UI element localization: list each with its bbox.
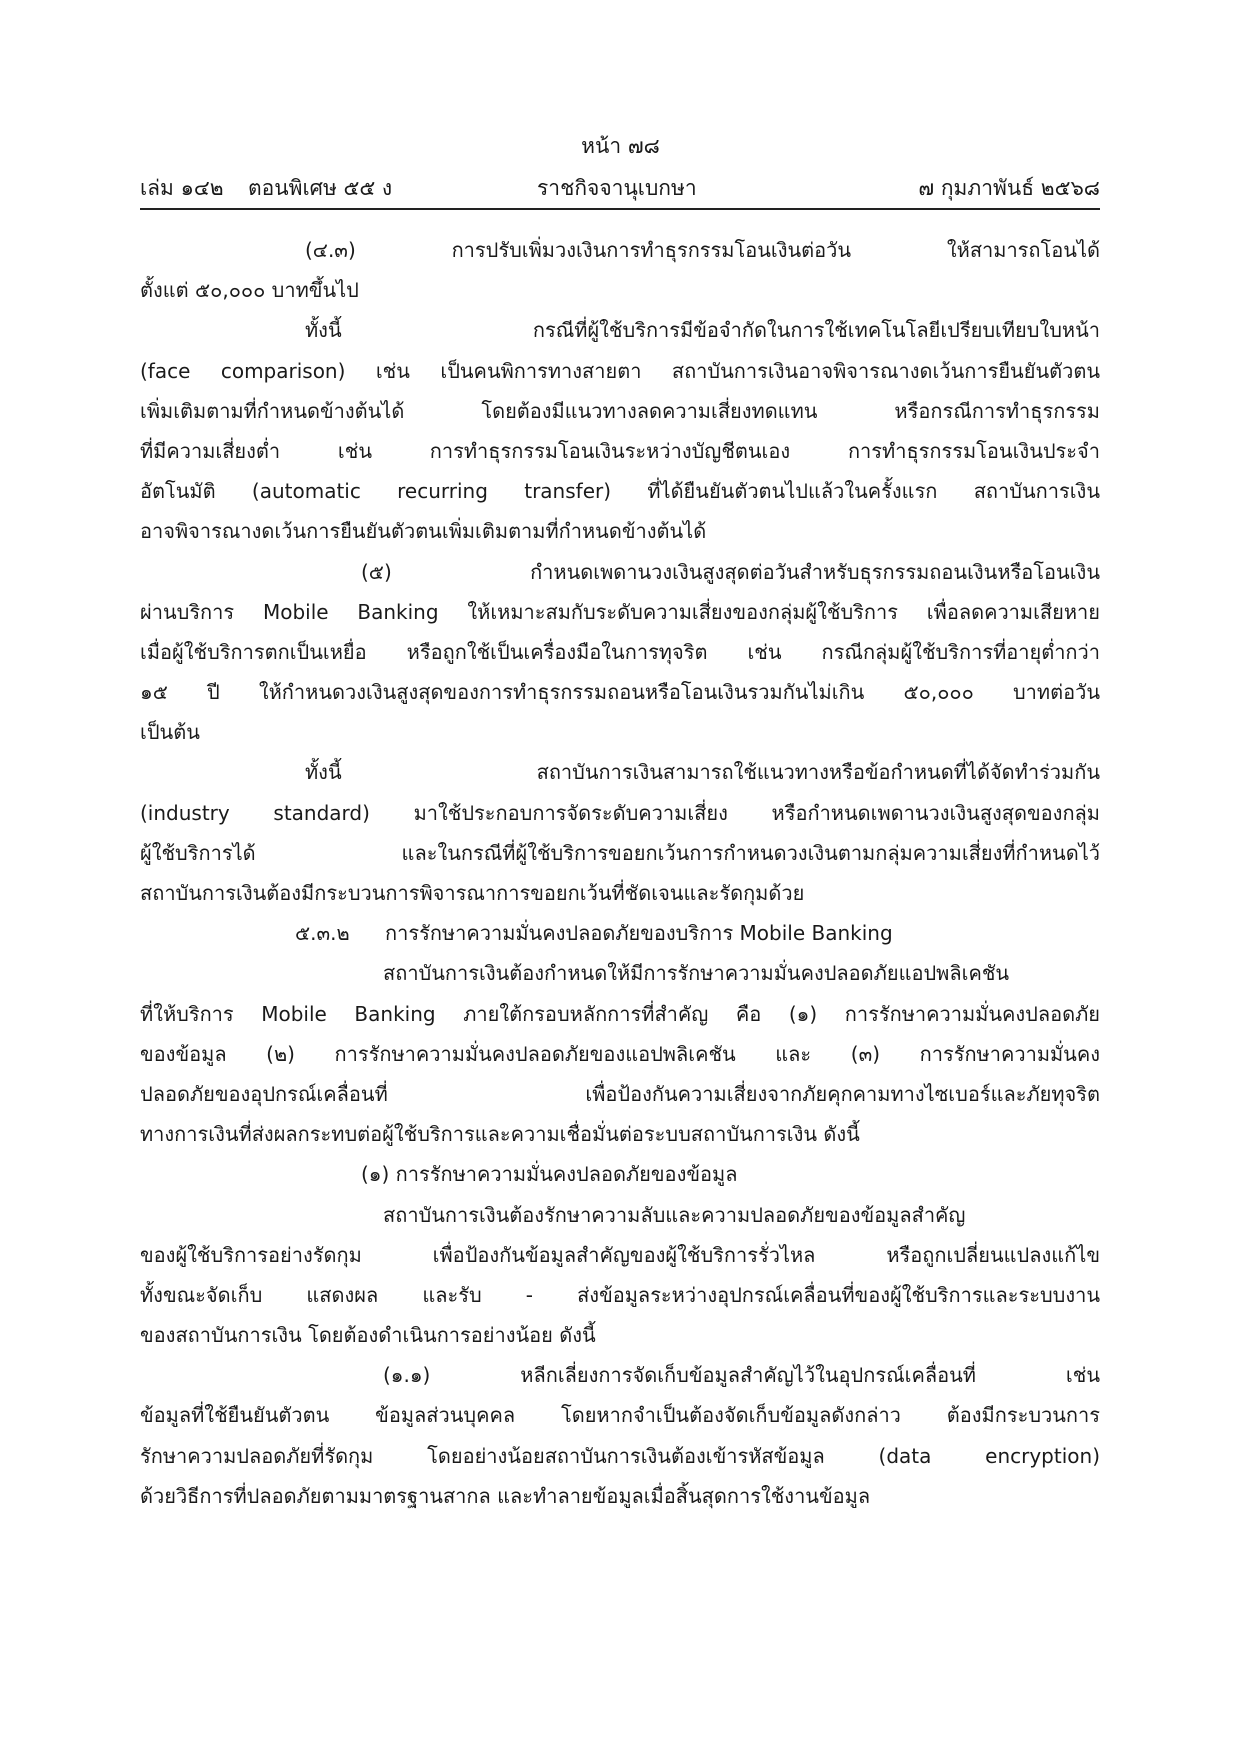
- paragraph-line: (๔.๓) การปรับเพิ่มวงเงินการทำธุรกรรมโอนเงินต่อวัน ให้สามารถโอนได้: [305, 238, 1100, 262]
- header-volume: เล่ม ๑๔๒: [140, 176, 224, 200]
- paragraph-line: ผู้ใช้บริการได้ และในกรณีที่ผู้ใช้บริการขอยกเว้นการกำหนดวงเงินตามกลุ่มความเสี่ยงที่กำหนดไว้: [140, 840, 1100, 865]
- paragraph-line: ทั้งขณะจัดเก็บ แสดงผล และรับ - ส่งข้อมูลระหว่างอุปกรณ์เคลื่อนที่ของผู้ใช้บริการและระบบงาน: [140, 1282, 1100, 1307]
- paragraph-line: ปลอดภัยของอุปกรณ์เคลื่อนที่ เพื่อป้องกันความเสี่ยงจากภัยคุกคามทางไซเบอร์และภัยทุจริต: [140, 1081, 1100, 1106]
- paragraph-line: ข้อมูลที่ใช้ยืนยันตัวตน ข้อมูลส่วนบุคคล โดยหากจำเป็นต้องจัดเก็บข้อมูลดังกล่าว ต้องมีกระบวนการ: [140, 1403, 1100, 1428]
- paragraph-line: (๑.๑) หลีกเลี่ยงการจัดเก็บข้อมูลสำคัญไว้ในอุปกรณ์เคลื่อนที่ เช่น: [383, 1363, 1100, 1388]
- header-date: ๗ กุมภาพันธ์ ๒๕๖๘: [918, 176, 1100, 200]
- paragraph-line: สถาบันการเงินต้องรักษาความลับและความปลอดภัยของข้อมูลสำคัญ: [383, 1202, 966, 1227]
- paragraph-line: ของผู้ใช้บริการอย่างรัดกุม เพื่อป้องกันข้อมูลสำคัญของผู้ใช้บริการรั่วไหล หรือถูกเปลี่ยนแปลงแก้ไข: [140, 1242, 1100, 1267]
- paragraph-line: อัตโนมัติ (automatic recurring transfer) ที่ได้ยืนยันตัวตนไปแล้วในครั้งแรก สถาบันการเงิน: [140, 479, 1100, 504]
- paragraph-line: ตั้งแต่ ๕๐,๐๐๐ บาทขึ้นไป: [140, 278, 359, 303]
- paragraph-line: ทางการเงินที่ส่งผลกระทบต่อผู้ใช้บริการและความเชื่อมั่นต่อระบบสถาบันการเงิน ดังนี้: [140, 1122, 860, 1147]
- paragraph-line: ทั้งนี้ กรณีที่ผู้ใช้บริการมีข้อจำกัดในการใช้เทคโนโลยีเปรียบเทียบใบหน้า: [305, 318, 1100, 343]
- paragraph-line: ๑๕ ปี ให้กำหนดวงเงินสูงสุดของการทำธุรกรรมถอนหรือโอนเงินรวมกันไม่เกิน ๕๐,๐๐๐ บาทต่อวัน: [140, 680, 1100, 705]
- header-issue: ตอนพิเศษ ๕๕ ง: [248, 176, 393, 200]
- page-number: หน้า ๗๘: [581, 134, 660, 158]
- section-heading: [140, 913, 1100, 953]
- paragraph-line: เมื่อผู้ใช้บริการตกเป็นเหยื่อ หรือถูกใช้เป็นเครื่องมือในการทุจริต เช่น กรณีกลุ่มผู้ใช้บริการที่อายุต่ำกว่า: [140, 639, 1100, 664]
- section-title: การรักษาความมั่นคงปลอดภัยของบริการ Mobile Banking: [385, 921, 893, 946]
- paragraph-line: ทั้งนี้ สถาบันการเงินสามารถใช้แนวทางหรือข้อกำหนดที่ได้จัดทำร่วมกัน: [305, 760, 1100, 785]
- paragraph-line: อาจพิจารณางดเว้นการยืนยันตัวตนเพิ่มเติมตามที่กำหนดข้างต้นได้: [140, 519, 707, 544]
- paragraph-line: ด้วยวิธีการที่ปลอดภัยตามมาตรฐานสากล และทำลายข้อมูลเมื่อสิ้นสุดการใช้งานข้อมูล: [140, 1483, 871, 1508]
- paragraph-line: ของข้อมูล (๒) การรักษาความมั่นคงปลอดภัยของแอปพลิเคชัน และ (๓) การรักษาความมั่นคง: [140, 1041, 1100, 1066]
- paragraph-line: ที่มีความเสี่ยงต่ำ เช่น การทำธุรกรรมโอนเงินระหว่างบัญชีตนเอง การทำธุรกรรมโอนเงินประจำ: [140, 438, 1100, 463]
- paragraph-line: (๕) กำหนดเพดานวงเงินสูงสุดต่อวันสำหรับธุรกรรมถอนเงินหรือโอนเงิน: [361, 559, 1100, 584]
- paragraph-line: สถาบันการเงินต้องกำหนดให้มีการรักษาความมั่นคงปลอดภัยแอปพลิเคชัน: [383, 961, 1010, 986]
- paragraph-line: ที่ให้บริการ Mobile Banking ภายใต้กรอบหลักการที่สำคัญ คือ (๑) การรักษาความมั่นคงปลอดภัย: [140, 1001, 1100, 1026]
- subsection-heading: (๑) การรักษาความมั่นคงปลอดภัยของข้อมูล: [361, 1162, 738, 1187]
- paragraph-line: เป็นต้น: [140, 720, 200, 745]
- paragraph-line: (industry standard) มาใช้ประกอบการจัดระดับความเสี่ยง หรือกำหนดเพดานวงเงินสูงสุดของกลุ่ม: [140, 800, 1100, 825]
- gazette-header: [140, 172, 1100, 210]
- paragraph-line: ของสถาบันการเงิน โดยต้องดำเนินการอย่างน้อย ดังนี้: [140, 1323, 596, 1348]
- paragraph-line: รักษาความปลอดภัยที่รัดกุม โดยอย่างน้อยสถาบันการเงินต้องเข้ารหัสข้อมูล (data encryption): [140, 1443, 1100, 1468]
- paragraph-line: เพิ่มเติมตามที่กำหนดข้างต้นได้ โดยต้องมีแนวทางลดความเสี่ยงทดแทน หรือกรณีการทำธุรกรรม: [140, 398, 1100, 423]
- paragraph-line: (face comparison) เช่น เป็นคนพิการทางสายตา สถาบันการเงินอาจพิจารณางดเว้นการยืนยันตัวตน: [140, 358, 1100, 383]
- document-body: [140, 230, 1100, 1516]
- paragraph-line: ผ่านบริการ Mobile Banking ให้เหมาะสมกับระดับความเสี่ยงของกลุ่มผู้ใช้บริการ เพื่อลดความเสียหาย: [140, 599, 1100, 624]
- paragraph-line: สถาบันการเงินต้องมีกระบวนการพิจารณาการขอยกเว้นที่ชัดเจนและรัดกุมด้วย: [140, 881, 805, 905]
- header-gazette-name: ราชกิจจานุเบกษา: [537, 176, 697, 200]
- section-number: ๕.๓.๒: [295, 921, 350, 946]
